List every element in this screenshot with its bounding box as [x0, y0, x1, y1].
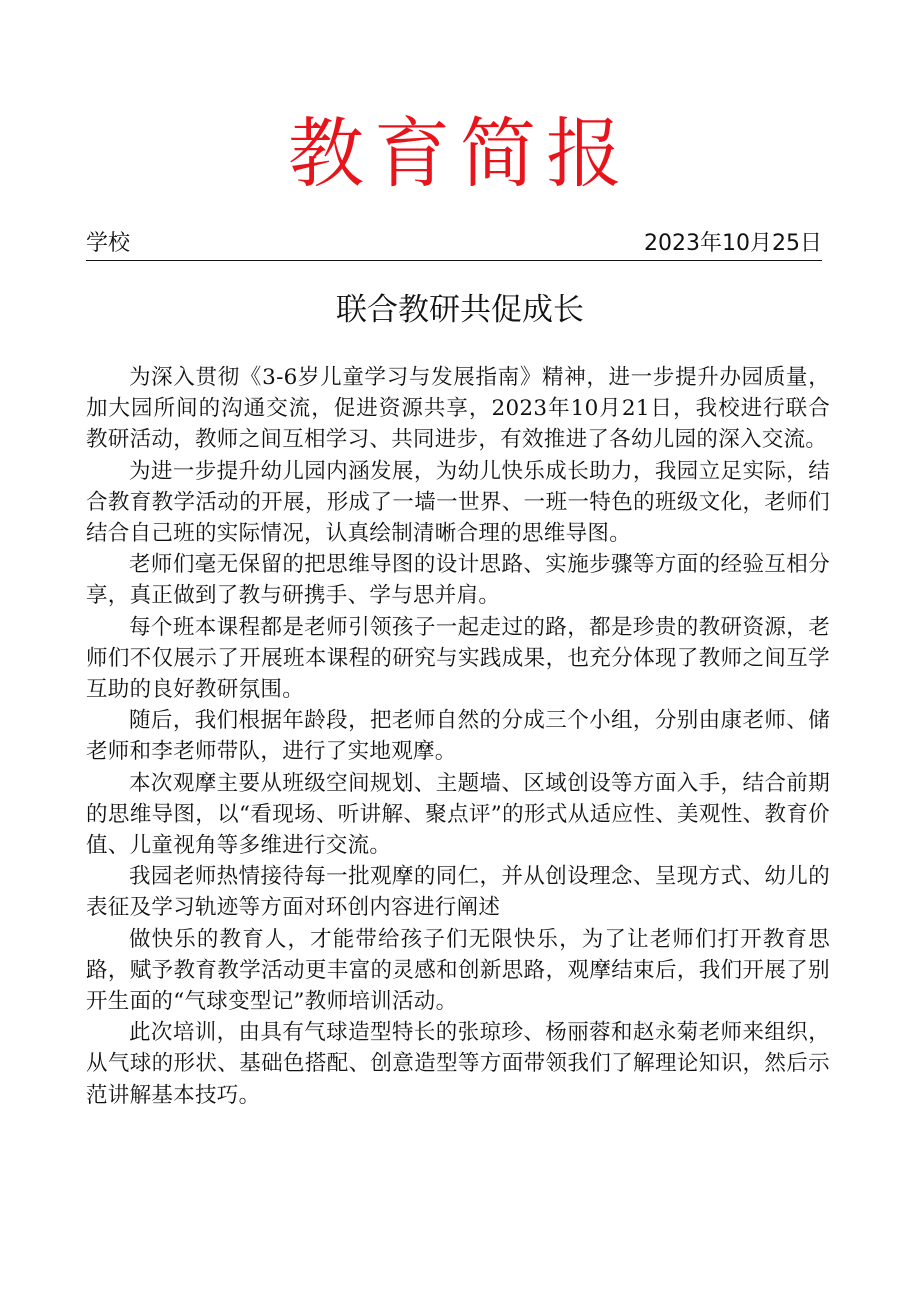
paragraph: 此次培训，由具有气球造型特长的张琼珍、杨丽蓉和赵永菊老师来组织，从气球的形状、基础色搭配、创意造型等方面带领我们了解理论知识，然后示范讲解基本技巧。 [86, 1020, 830, 1108]
school-label: 学校 [86, 231, 131, 256]
article-headline: 联合教研共促成长 [336, 292, 584, 328]
paragraph: 随后，我们根据年龄段，把老师自然的分成三个小组，分别由康老师、储老师和李老师带队，进行了实地观摩。 [86, 708, 830, 765]
paragraph: 我园老师热情接待每一批观摩的同仁，并从创设理念、呈现方式、幼儿的表征及学习轨迹等方面对环创内容进行阐述 [86, 864, 830, 921]
paragraph: 每个班本课程都是老师引领孩子一起走过的路，都是珍贵的教研资源，老师们不仅展示了开展班本课程的研究与实践成果，也充分体现了教师之间互学互助的良好教研氛围。 [86, 614, 830, 703]
paragraph: 做快乐的教育人，才能带给孩子们无限快乐，为了让老师们打开教育思路，赋予教育教学活动更丰富的灵感和创新思路，观摩结束后，我们开展了别开生面的“气球变型记”教师培训活动。 [86, 926, 830, 1015]
paragraph: 为进一步提升幼儿园内涵发展，为幼儿快乐成长助力，我园立足实际，结合教育教学活动的开展，形成了一墙一世界、一班一特色的班级文化，老师们结合自己班的实际情况，认真绘制清晰合理的思维导图。 [86, 458, 830, 547]
paragraph: 为深入贯彻《3-6岁儿童学习与发展指南》精神，进一步提升办园质量，加大园所间的沟通交流，促进资源共享，2023年10月21日，我校进行联合教研活动，教师之间互相学习、共同进步，有效推进了各幼儿园的深入交流。 [86, 365, 830, 453]
article-body [86, 362, 830, 1111]
paragraph: 老师们毫无保留的把思维导图的设计思路、实施步骤等方面的经验互相分享，真正做到了教与研携手、学与思并肩。 [86, 552, 830, 609]
issue-date: 2023年10月25日 [644, 231, 822, 256]
paragraph: 本次观摩主要从班级空间规划、主题墙、区域创设等方面入手，结合前期的思维导图，以“看现场、听讲解、聚点评”的形式从适应性、美观性、教育价值、儿童视角等多维进行交流。 [86, 770, 830, 859]
info-line [86, 228, 822, 261]
masthead-title: 教育简报 [288, 109, 632, 198]
